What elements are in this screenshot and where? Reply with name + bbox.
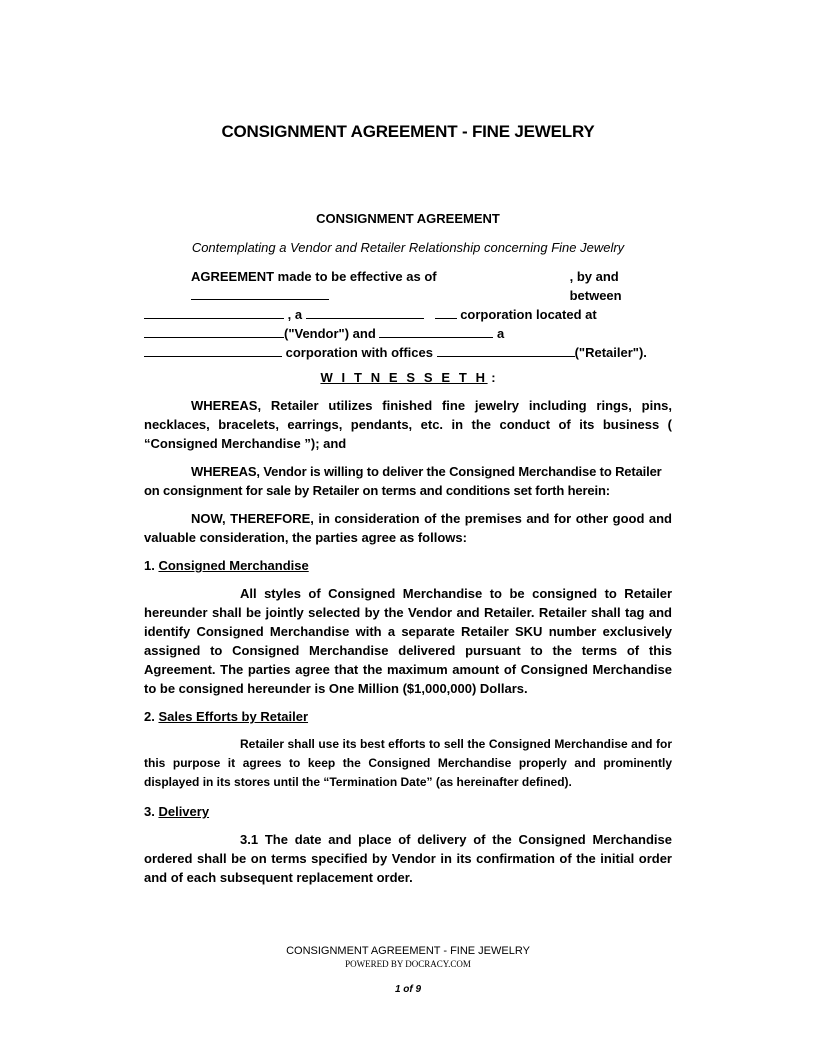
preamble-text-2: , by and between — [569, 269, 622, 303]
whereas-paragraph-2: WHEREAS, Vendor is willing to deliver the Consigned Merchandise to Retailer on consignment for sale by Retailer on terms and conditions set forth herein: — [144, 464, 662, 498]
retailer-offices-blank[interactable] — [437, 344, 575, 357]
document-title: CONSIGNMENT AGREEMENT - FINE JEWELRY — [221, 122, 595, 141]
section-1-heading: 1. Consigned Merchandise — [144, 558, 309, 573]
now-therefore-paragraph: NOW, THEREFORE, in consideration of the premises and for other good and valuable consideration, the parties agree as follows: — [144, 511, 672, 545]
retailer-name-blank[interactable] — [379, 325, 493, 338]
vendor-type-blank[interactable] — [435, 306, 457, 319]
witnesseth-heading: W I T N E S S E T H : — [320, 370, 496, 385]
preamble-text-7: corporation with offices — [285, 345, 433, 360]
preamble-text-8: ("Retailer"). — [574, 345, 647, 360]
preamble-text-3: , a — [287, 307, 303, 322]
agreement-subtitle: CONSIGNMENT AGREEMENT — [316, 211, 500, 226]
agreement-tagline: Contemplating a Vendor and Retailer Relationship concerning Fine Jewelry — [191, 240, 625, 255]
footer-title: CONSIGNMENT AGREEMENT - FINE JEWELRY — [286, 945, 530, 957]
vendor-name-blank[interactable] — [144, 306, 284, 319]
whereas-paragraph-1: WHEREAS, Retailer utilizes finished fine jewelry including rings, pins, necklaces, bracelets, earrings, pendants, etc. in the conduct of its business ( “Consigned Merchandise ”); and — [144, 398, 672, 451]
retailer-state-blank[interactable] — [144, 344, 282, 357]
section-3-body: 3.1 The date and place of delivery of the Consigned Merchandise ordered shall be on terms specified by Vendor in its confirmation of the initial order and of each subsequent replacement order. — [144, 832, 672, 885]
preamble — [144, 267, 672, 362]
document-body — [144, 209, 672, 887]
section-2-heading: 2. Sales Efforts by Retailer — [144, 709, 309, 724]
preamble-text-6: a — [497, 326, 505, 341]
preamble-text-4: corporation located at — [460, 307, 597, 322]
section-2-body: Retailer shall use its best efforts to sell the Consigned Merchandise and for this purpose it agrees to keep the Consigned Merchandise properly and prominently displayed in its stores until the “Termination Date” (as hereinafter defined). — [144, 737, 672, 789]
preamble-text-1: AGREEMENT made to be effective as of — [191, 269, 437, 284]
vendor-location-blank[interactable] — [144, 325, 284, 338]
footer-powered-by: POWERED BY DOCRACY.COM — [345, 959, 471, 969]
page-number: 1 of 9 — [394, 984, 422, 995]
vendor-state-blank[interactable] — [306, 306, 424, 319]
effective-date-blank[interactable] — [191, 287, 329, 300]
section-1-body: All styles of Consigned Merchandise to be consigned to Retailer hereunder shall be jointly selected by the Vendor and Retailer. Retailer shall tag and identify Consigned Merchandise with a separate Retailer SKU number exclusively assigned to Consigned Merchandise delivered pursuant to the terms of this Agreement. The parties agree that the maximum amount of Consigned Merchandise to be consigned hereunder is One Million ($1,000,000) Dollars. — [144, 586, 672, 696]
preamble-text-5: ("Vendor") and — [284, 326, 376, 341]
section-3-heading: 3. Delivery — [144, 804, 210, 819]
